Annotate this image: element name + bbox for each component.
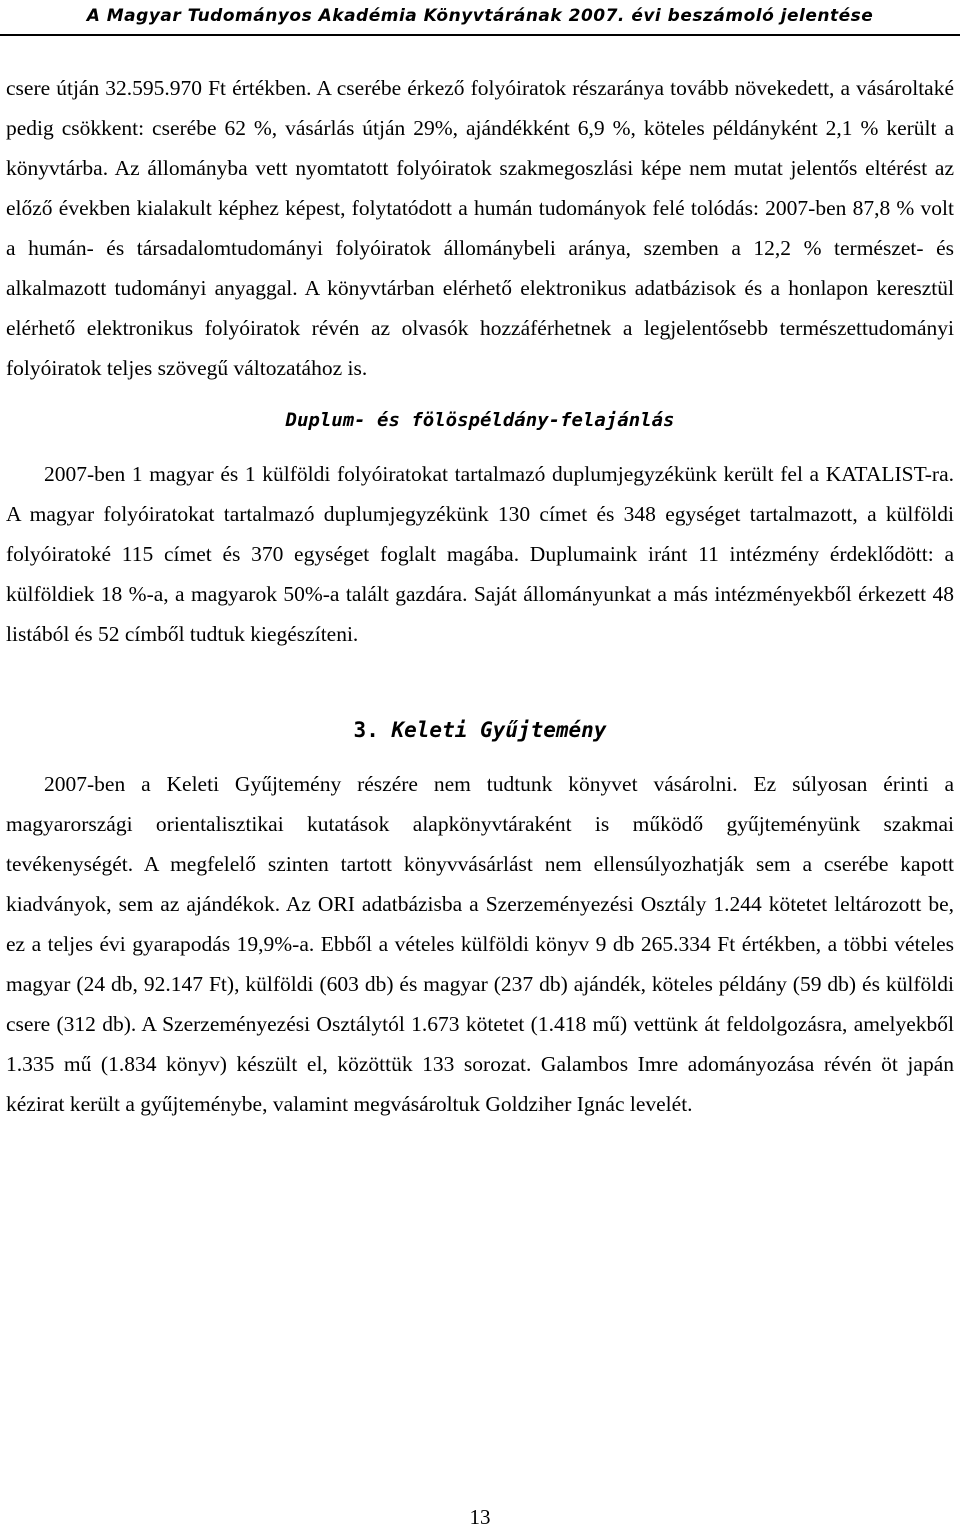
subsection-heading: Duplum- és fölöspéldány-felajánlás xyxy=(285,409,675,431)
document-body xyxy=(6,68,954,1124)
section-title: Keleti Gyűjtemény xyxy=(391,718,607,742)
paragraph-duplicates: 2007-ben 1 magyar és 1 külföldi folyóiratokat tartalmazó duplumjegyzékünk került fel a KATALIST-ra. A magyar folyóiratokat tartalmazó duplumjegyzékünk 130 címet és 348 egységet tartalmazott, a külföldi folyóiratoké 115 címet és 370 egységet foglalt magába. Duplumaink iránt 11 intézmény érdeklődött: a külföldiek 18 %-a, a magyarok 50%-a talált gazdára. Saját állományunkat a más intézményekből érkezett 48 listából és 52 címből tudtuk kiegészíteni. xyxy=(6,462,954,646)
paragraph-oriental-collection: 2007-ben a Keleti Gyűjtemény részére nem tudtunk könyvet vásárolni. Ez súlyosan érinti a magyarországi orientalisztikai kutatások alapkönyvtáraként is működő gyűjteményünk szakmai tevékenységét. A megfelelő szinten tartott könyvvásárlást nem ellensúlyozhatják sem a cserébe kapott kiadványok, sem az ajándékok. Az ORI adatbázisba a Szerzeményezési Osztály 1.244 kötetet leltározott be, ez a teljes évi gyarapodás 19,9%-a. Ebből a vételes külföldi könyv 9 db 265.334 Ft értékben, a többi vételes magyar (24 db, 92.147 Ft), külföldi (603 db) és magyar (237 db) ajándék, köteles példány (59 db) és külföldi csere (312 db). A Szerzeményezési Osztálytól 1.673 kötetet (1.418 mű) vettünk át feldolgozásra, amelyekből 1.335 mű (1.834 könyv) készült el, közöttük 133 sorozat. Galambos Imre adományozása révén öt japán kézirat került a gyűjteménybe, valamint megvásároltuk Goldziher Ignác levelét. xyxy=(6,772,954,1116)
page-number: 13 xyxy=(469,1505,491,1529)
section-number: 3. xyxy=(353,718,379,742)
running-header: A Magyar Tudományos Akadémia Könyvtárának 2007. évi beszámoló jelentése xyxy=(0,0,960,36)
paragraph-serials-acquisition: csere útján 32.595.970 Ft értékben. A cserébe érkező folyóiratok részaránya tovább növekedett, a vásároltaké pedig csökkent: cserébe 62 %, vásárlás útján 29%, ajándékként 6,9 %, köteles példányként 2,1 % került a könyvtárba. Az állományba vett nyomtatott folyóiratok szakmegoszlási képe nem mutat jelentős eltérést az előző években kialakult képhez képest, folytatódott a humán tudományok felé tolódás: 2007-ben 87,8 % volt a humán- és társadalomtudományi folyóiratok állománybeli aránya, szemben a 12,2 % természet- és alkalmazott tudományi anyaggal. A könyvtárban elérhető elektronikus adatbázisok és a honlapon keresztül elérhető elektronikus folyóiratok révén az olvasók hozzáférhetnek a legjelentősebb természettudományi folyóiratok teljes szövegű változatához is. xyxy=(6,76,954,380)
section-heading xyxy=(6,710,954,750)
